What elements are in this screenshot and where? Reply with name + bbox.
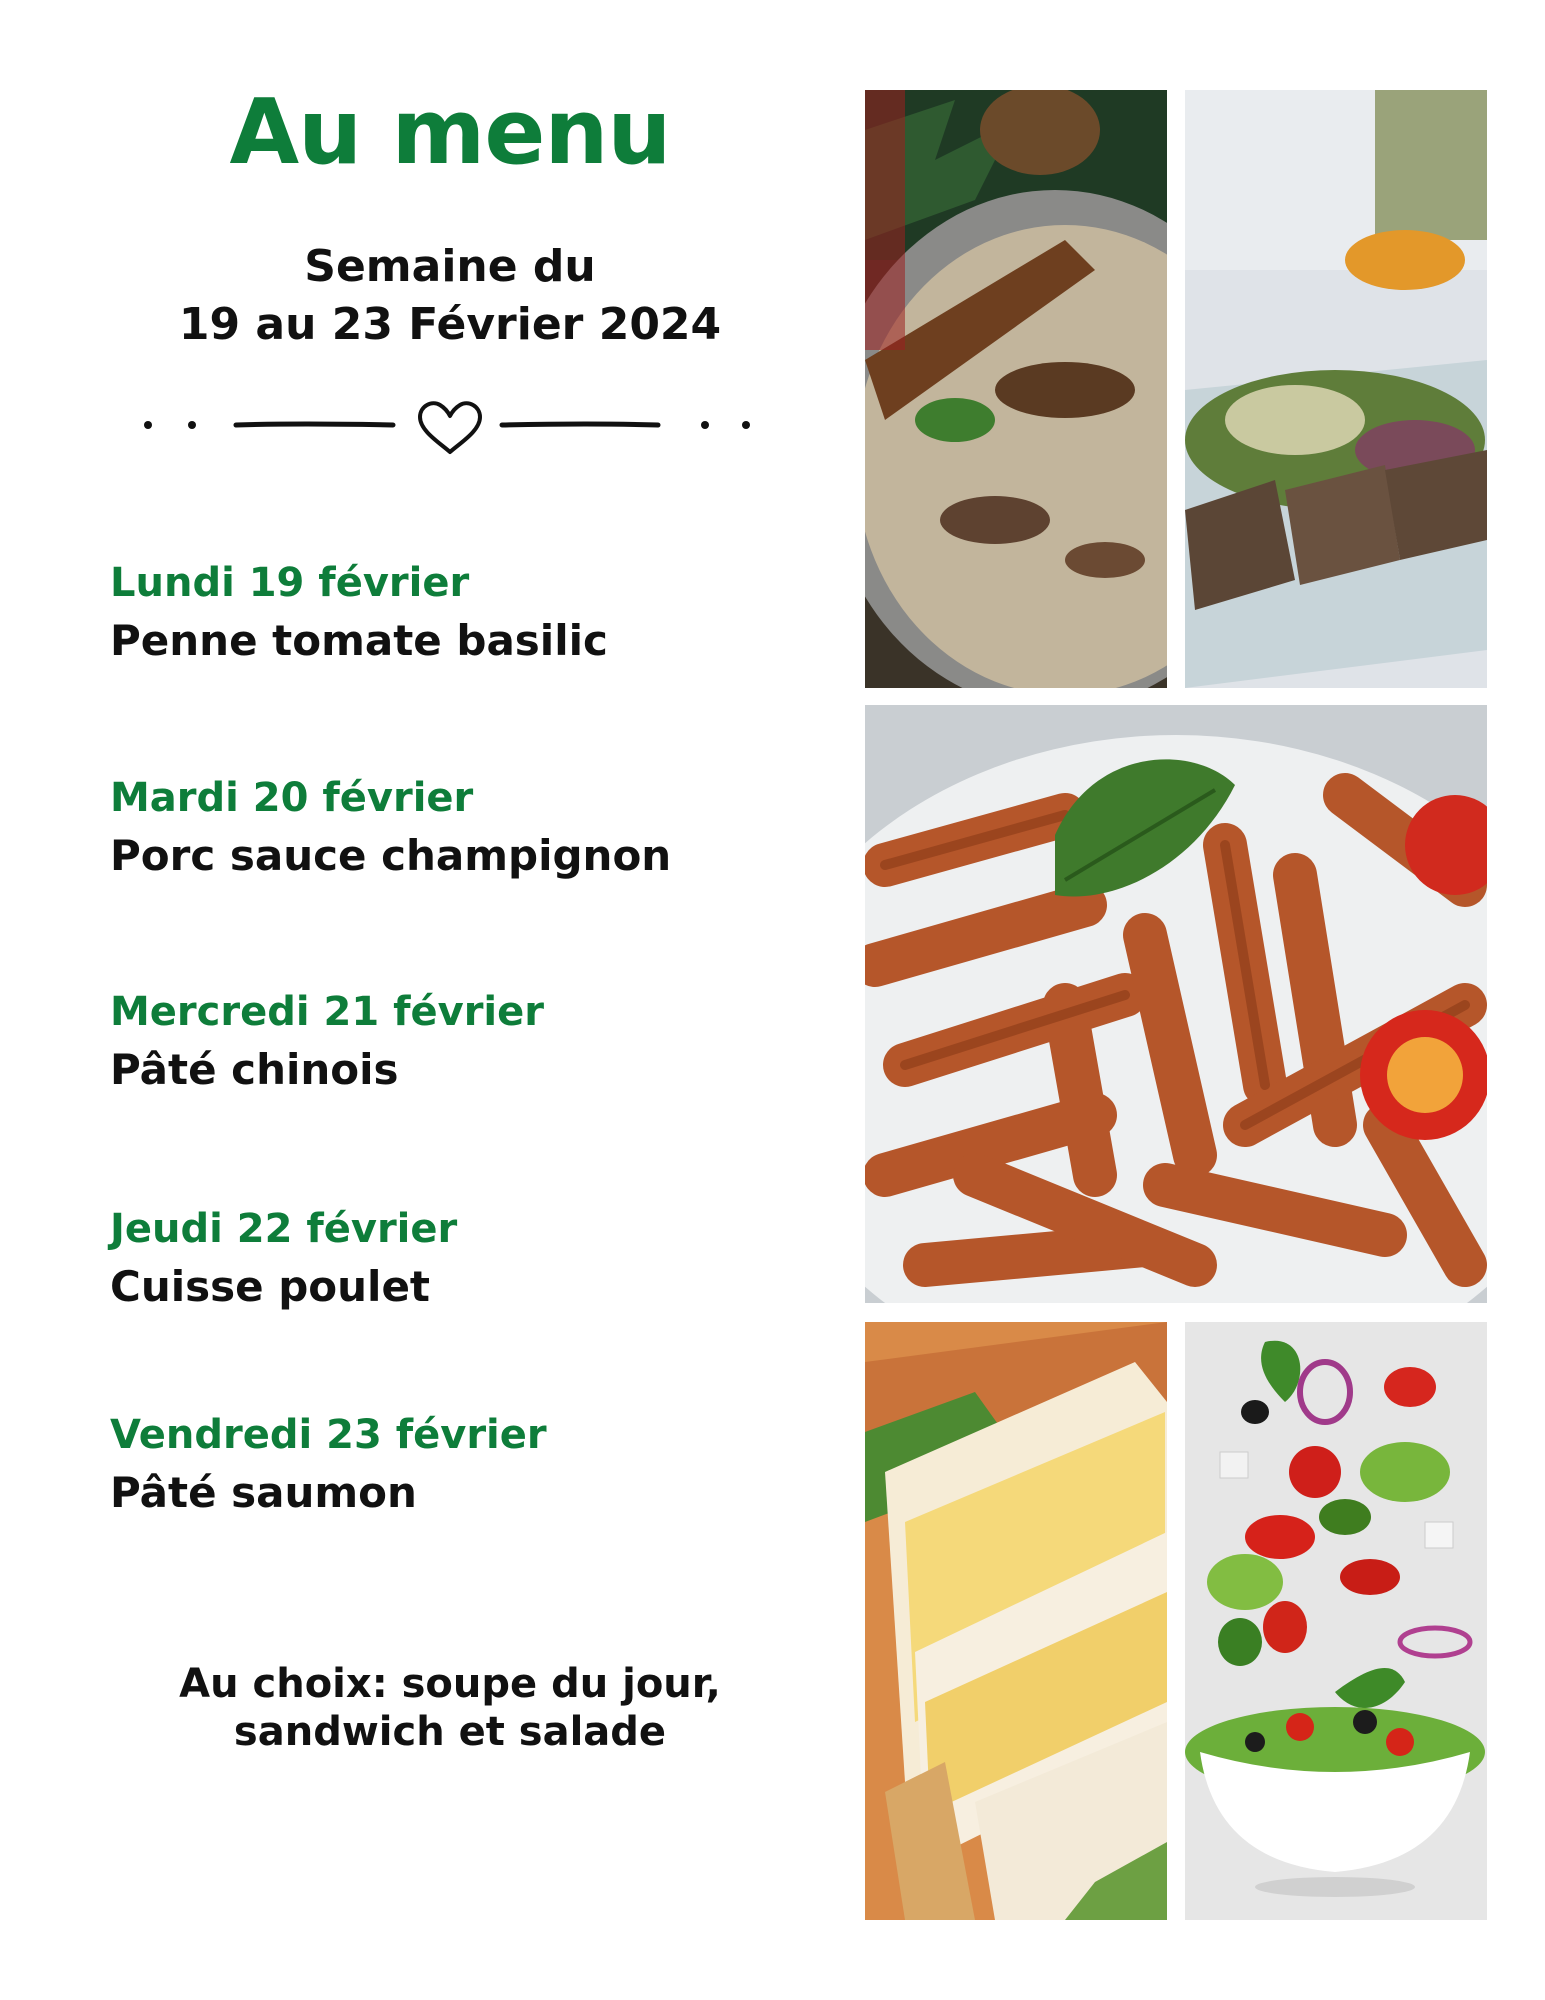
day-dish: Pâté saumon (110, 1468, 417, 1517)
daily-choices-note (0, 1660, 900, 1756)
day-friday (110, 1411, 547, 1519)
day-date: Lundi 19 février (110, 560, 470, 606)
week-range (0, 238, 900, 354)
choice-line-2: sandwich et salade (233, 1709, 667, 1755)
photo-falling-salad (1185, 1322, 1487, 1920)
day-date: Jeudi 22 février (110, 1206, 458, 1252)
day-dish: Penne tomate basilic (110, 616, 608, 665)
choice-line-1: Au choix: soupe du jour, (179, 1661, 721, 1707)
photo-egg-sandwich (865, 1322, 1167, 1920)
day-date: Vendredi 23 février (110, 1412, 547, 1458)
day-tuesday (110, 774, 671, 882)
photo-penne-tomato-basil (865, 705, 1487, 1303)
day-dish: Porc sauce champignon (110, 831, 672, 880)
day-wednesday (110, 988, 544, 1096)
week-label: Semaine du (304, 241, 596, 292)
day-monday (110, 559, 608, 667)
photo-mushroom-sauce (865, 90, 1167, 688)
week-dates: 19 au 23 Février 2024 (178, 299, 722, 350)
heart-divider (140, 395, 760, 465)
day-dish: Pâté chinois (110, 1045, 399, 1094)
day-date: Mardi 20 février (110, 775, 474, 821)
page-title: Au menu (229, 80, 671, 185)
day-thursday (110, 1205, 457, 1313)
photo-bread-sprouts (1185, 90, 1487, 688)
day-dish: Cuisse poulet (110, 1262, 431, 1311)
day-date: Mercredi 21 février (110, 989, 544, 1035)
heart-icon (420, 403, 480, 452)
